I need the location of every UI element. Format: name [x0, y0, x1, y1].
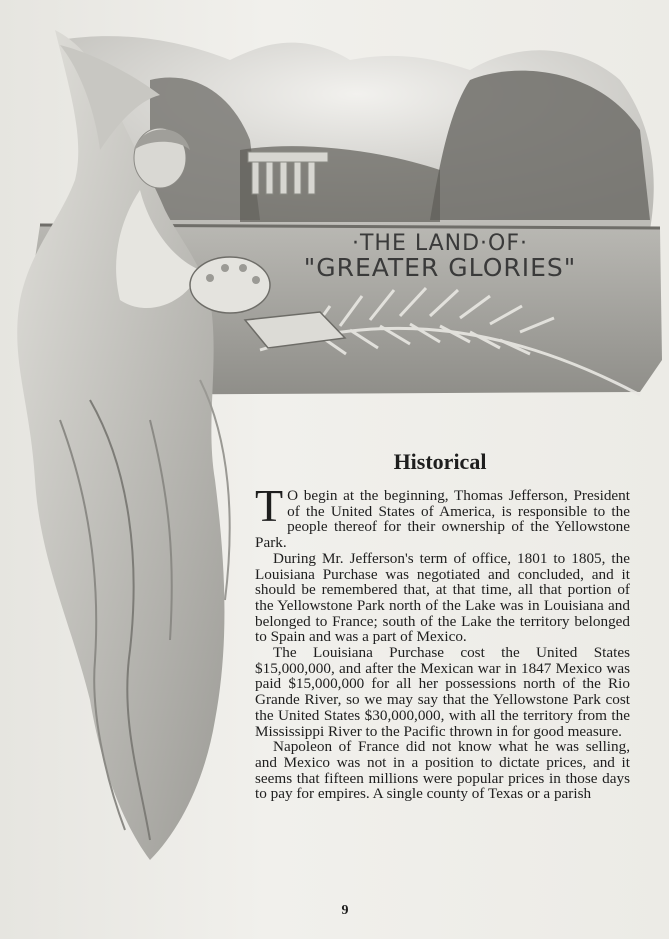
- drop-cap: T: [255, 480, 284, 531]
- section-heading: Historical: [393, 449, 487, 474]
- plaque-title-line-2: "GREATER GLORIES": [303, 253, 577, 283]
- paragraph-1: [255, 480, 630, 552]
- plaque-title: [270, 232, 610, 302]
- page-number: 9: [341, 903, 349, 918]
- paragraph-3: The Louisiana Purchase cost the United States $15,000,000, and after the Mexican war in 1847 Mexico was paid $15,000,000 for all her possessions north of the Rio Grande River, so we may say that the Yellowstone Park cost the United States $30,000,000, with all the territory from the Mississippi River to the Pacific thrown in for good measure.: [255, 644, 630, 740]
- plaque-title-line-1: ·THE LAND·OF·: [351, 231, 529, 256]
- article-body: [255, 480, 630, 803]
- paragraph-4: Napoleon of France did not know what he was selling, and Mexico was not in a position to dictate prices, and it seems that fifteen millions were popular prices in those days to pay for empires. A single county of Texas or a parish: [255, 738, 630, 803]
- artist-palette: [190, 257, 270, 313]
- paragraph-2: During Mr. Jefferson's term of office, 1801 to 1805, the Louisiana Purchase was negotiated and concluded, and it should be remembered that, at that time, all that portion of the Yellowstone Park north of the Lake was in Louisiana and belonged to France; south of the Lake the territory belonged to Spain and was a part of Mexico.: [255, 549, 630, 646]
- paragraph-1-text: O begin at the beginning, Thomas Jefferson, President of the United States of America, is responsible to the people thereof for their ownership of the Yellowstone Park.: [255, 487, 630, 552]
